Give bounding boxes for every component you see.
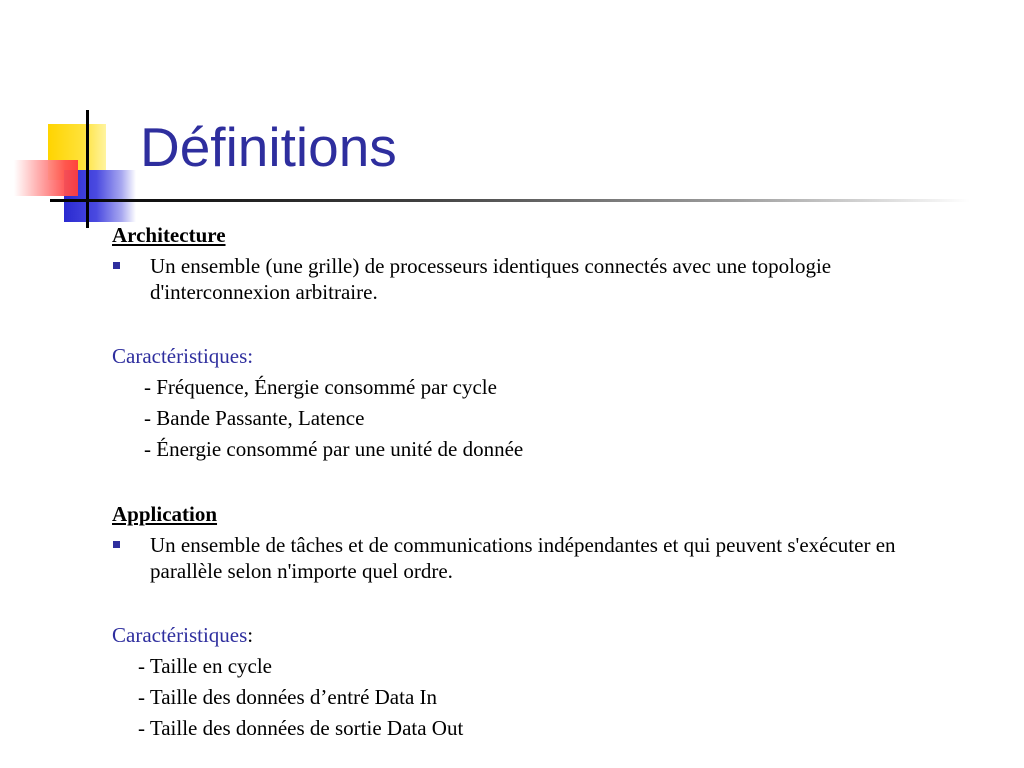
section-architecture <box>112 222 972 465</box>
characteristic-item: - Taille des données de sortie Data Out <box>138 716 464 740</box>
bullet-text: Un ensemble (une grille) de processeurs identiques connectés avec une topologie d'interconnexion arbitraire. <box>150 254 832 304</box>
bullet-item <box>112 253 972 305</box>
section-application <box>112 501 972 744</box>
characteristics-label <box>112 622 972 651</box>
slide-title: Définitions <box>140 116 397 178</box>
vertical-rule-decoration <box>86 110 89 228</box>
square-bullet-icon <box>113 262 120 269</box>
bullet-text: Un ensemble de tâches et de communications indépendantes et qui peuvent s'exécuter en parallèle selon n'importe quel ordre. <box>150 533 896 583</box>
red-square-decoration <box>14 160 78 196</box>
characteristic-item: - Taille des données d’entré Data In <box>138 685 438 709</box>
characteristics-label-text: Caractéristiques: <box>112 344 254 368</box>
characteristic-item: - Taille en cycle <box>138 654 272 678</box>
characteristics-label <box>112 343 972 372</box>
characteristics-colon: : <box>247 623 254 647</box>
characteristic-item: - Bande Passante, Latence <box>144 406 365 430</box>
bullet-item <box>112 532 972 584</box>
slide-body <box>112 222 972 744</box>
characteristic-item: - Énergie consommé par une unité de donnée <box>144 437 524 461</box>
square-bullet-icon <box>113 541 120 548</box>
section-heading: Architecture <box>112 223 226 247</box>
characteristics-label-text: Caractéristiques <box>112 623 248 647</box>
characteristic-item: - Fréquence, Énergie consommé par cycle <box>144 375 497 399</box>
section-heading: Application <box>112 502 218 526</box>
title-underline-rule <box>50 199 970 202</box>
